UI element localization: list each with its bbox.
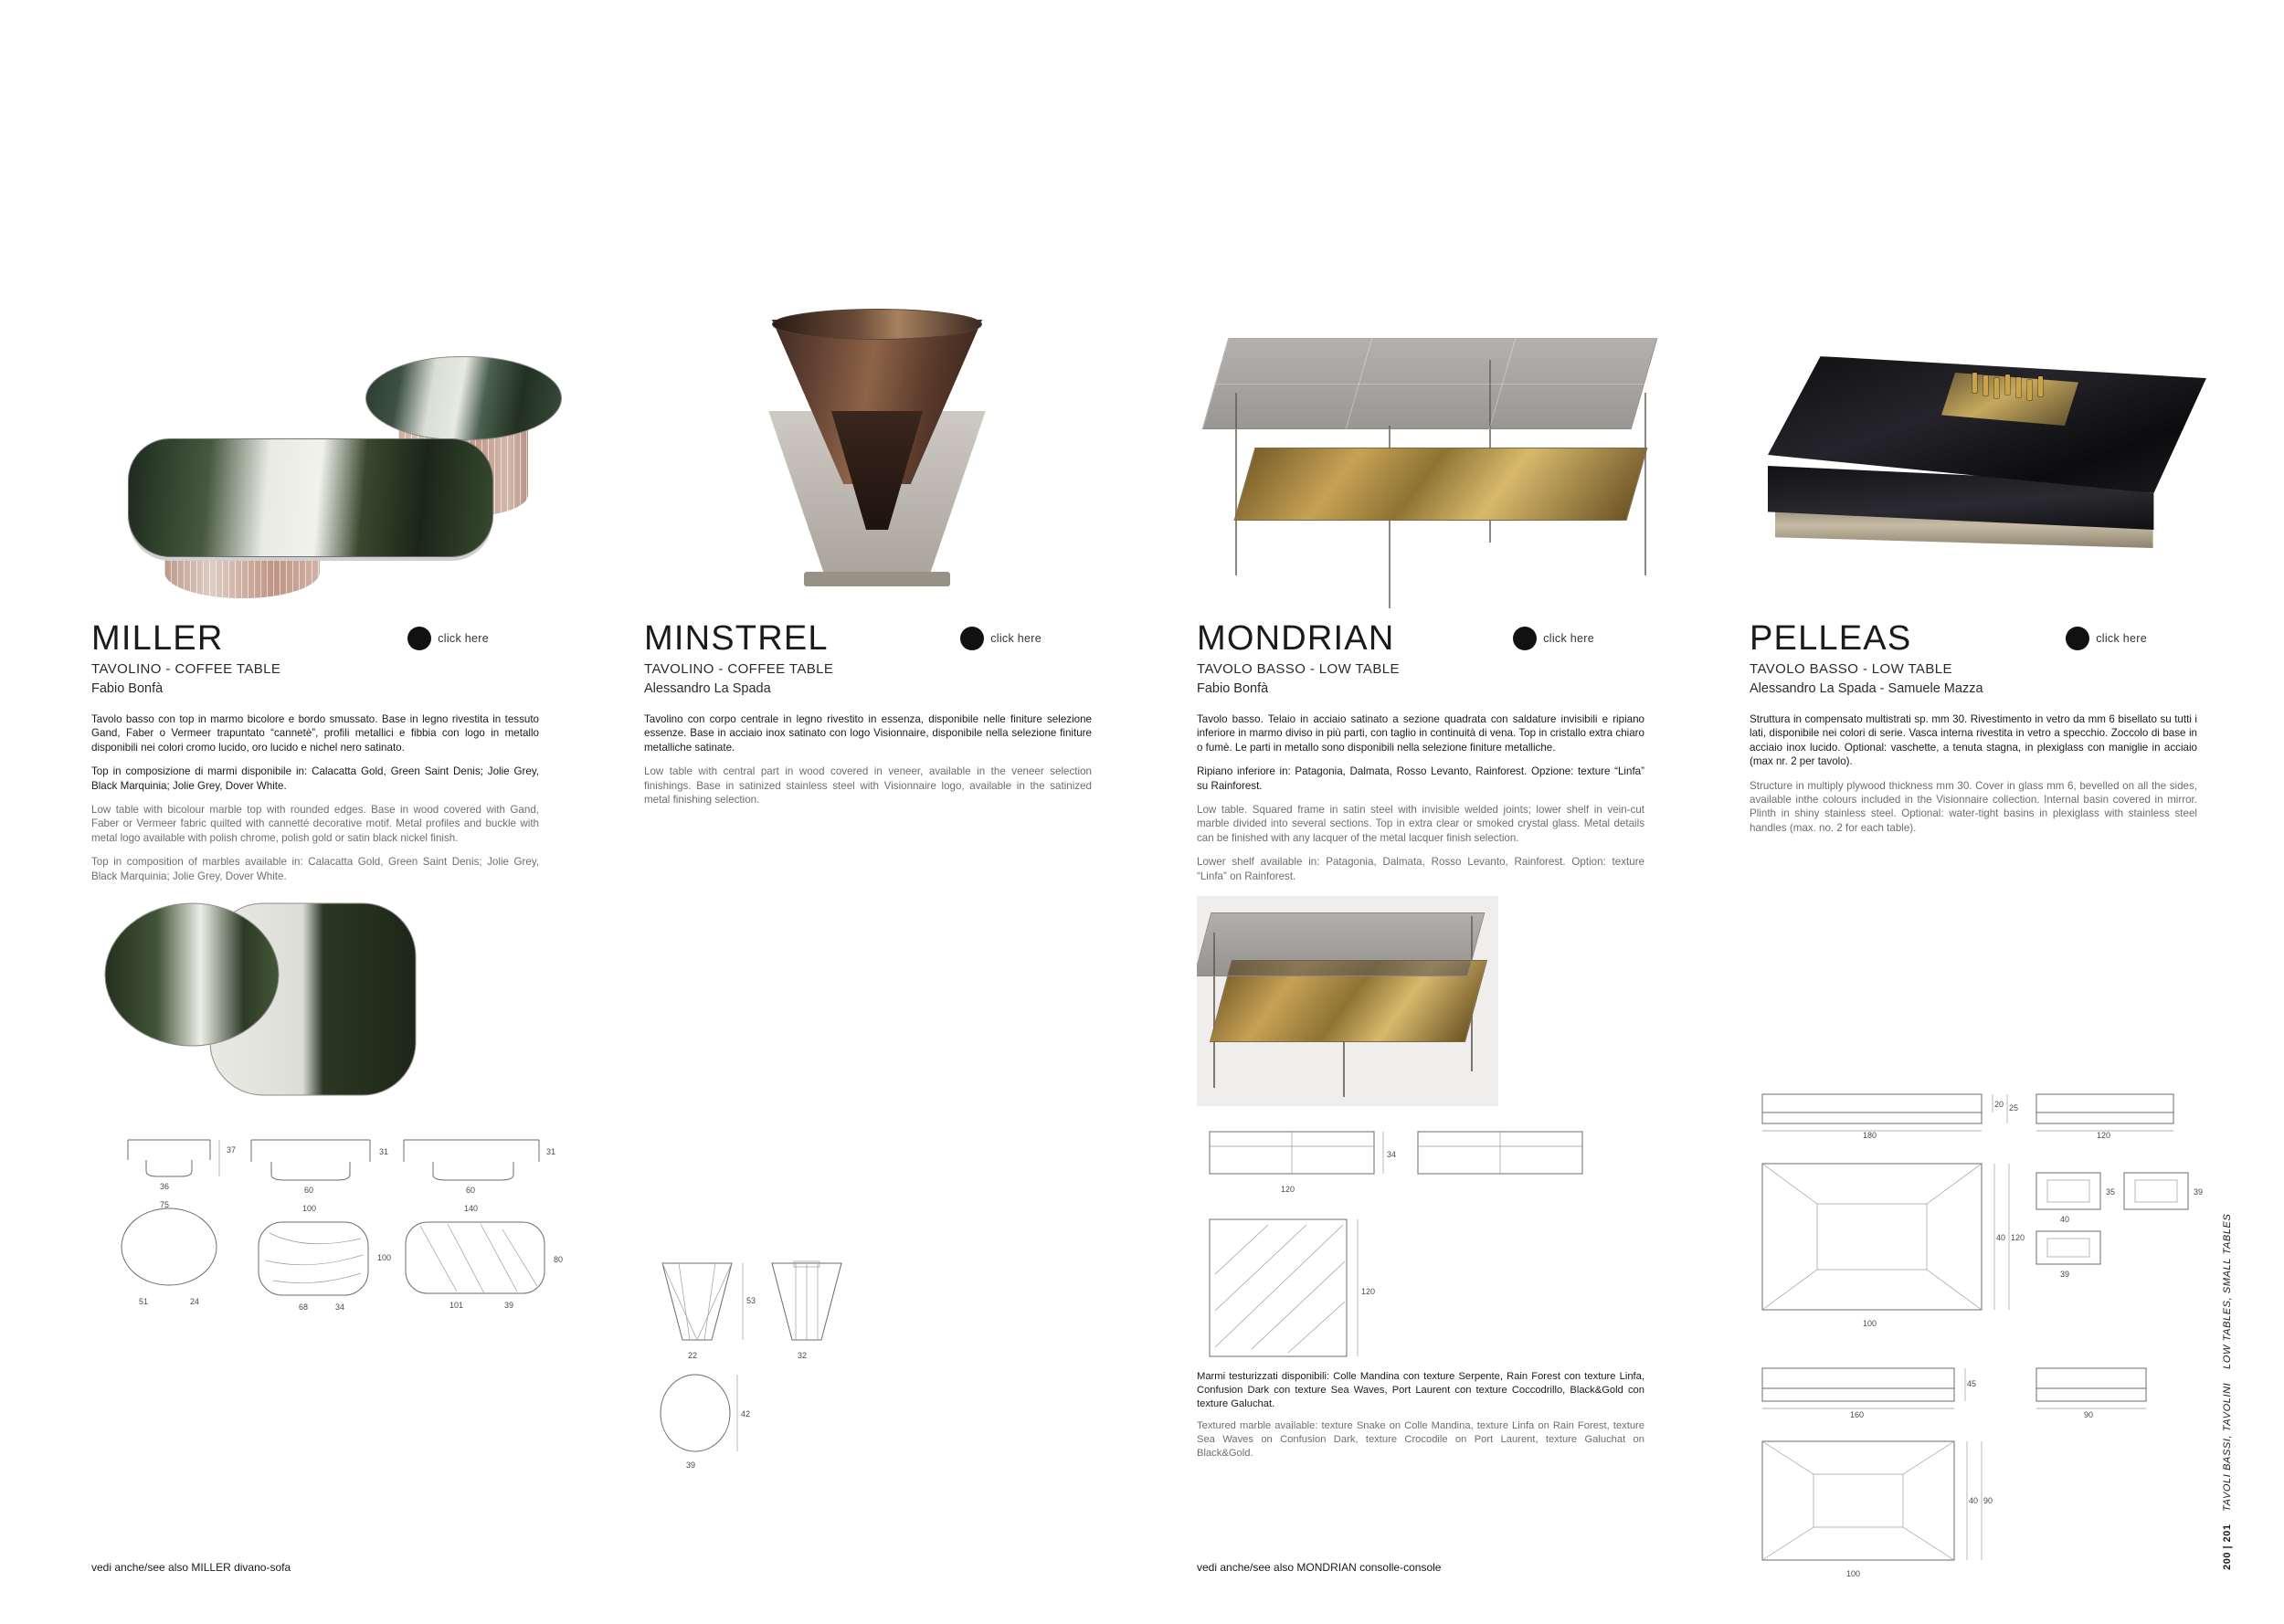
circle-icon	[2066, 627, 2089, 650]
product-column-pelleas	[1695, 37, 2247, 1598]
product-photo-minstrel	[644, 37, 1092, 621]
description-paragraph: Low table with central part in wood covered in veneer, available in the veneer selection finishings. Base in satinized stainless steel with Visionnaire logo, available in the satinized metal finishing selection.	[644, 765, 1092, 807]
product-designer: Alessandro La Spada	[644, 681, 771, 696]
svg-text:40: 40	[1969, 1496, 1979, 1506]
mondrian-table-illustration	[1197, 320, 1644, 603]
click-here-label: click here	[438, 632, 489, 645]
minstrel-technical-drawings	[644, 1245, 1092, 1478]
svg-text:32: 32	[798, 1351, 808, 1361]
click-here-link-miller[interactable]	[407, 627, 489, 650]
svg-text:80: 80	[554, 1255, 564, 1265]
svg-text:60: 60	[304, 1186, 314, 1196]
svg-text:35: 35	[2106, 1187, 2116, 1197]
product-column-minstrel	[589, 37, 1142, 1598]
description-paragraph: Lower shelf available in: Patagonia, Dalmata, Rosso Levanto, Rainforest. Option: texture “Linfa” on Rainforest.	[1197, 856, 1644, 882]
svg-text:31: 31	[379, 1147, 389, 1157]
svg-text:120: 120	[1361, 1287, 1376, 1297]
svg-text:39: 39	[2060, 1270, 2070, 1280]
pelleas-technical-drawings	[1750, 1081, 2204, 1598]
click-here-label: click here	[990, 632, 1042, 645]
product-category: TAVOLO BASSO - LOW TABLE	[1197, 661, 1400, 677]
circle-icon	[960, 627, 984, 650]
svg-text:39: 39	[504, 1301, 514, 1311]
product-designer: Fabio Bonfà	[1197, 681, 1269, 696]
mondrian-technical-drawings	[1197, 1119, 1644, 1370]
svg-text:20: 20	[1994, 1100, 2004, 1110]
description-paragraph: Top in composition of marbles available in: Calacatta Gold, Green Saint Denis; Jolie Grey, Black Marquinia; Jolie Grey, Dover White.	[91, 856, 539, 882]
minstrel-table-illustration	[644, 301, 1092, 603]
product-designer: Alessandro La Spada - Samuele Mazza	[1750, 681, 1983, 696]
svg-text:120: 120	[2097, 1131, 2111, 1141]
product-category: TAVOLINO - COFFEE TABLE	[91, 661, 281, 677]
product-header-pelleas	[1750, 621, 2197, 696]
svg-text:101: 101	[449, 1301, 464, 1311]
svg-text:68: 68	[299, 1302, 309, 1313]
see-also-note: vedi anche/see also MILLER divano-sofa	[91, 1561, 291, 1575]
svg-text:39: 39	[686, 1461, 696, 1471]
pelleas-bottles	[1972, 369, 2059, 400]
svg-text:37: 37	[227, 1145, 237, 1155]
svg-text:120: 120	[1281, 1185, 1295, 1195]
description-paragraph: Tavolino con corpo centrale in legno rivestito in essenza, disponibile nelle finiture selezione essenze. Base in acciaio inox satinato con logo Visionnaire, disponibile nella selezione finiture metalliche satinate.	[644, 713, 1092, 754]
page-spine	[2222, 1214, 2233, 1570]
svg-text:53: 53	[746, 1296, 756, 1306]
marble-note: Marmi testurizzati disponibili: Colle Mandina con texture Serpente, Rain Forest con texture Linfa, Confusion Dark con texture Sea Waves, Port Laurent con texture Coccodrillo, Black&Gold con texture Galuchat.	[1197, 1371, 1644, 1409]
product-designer: Fabio Bonfà	[91, 681, 164, 696]
description-paragraph: Struttura in compensato multistrati sp. mm 30. Rivestimento in vetro da mm 6 bisellato su tutti i lati, disponibile nei colori di serie. Vasca interna rivestita in vetro a specchio. Zoccolo di base in acciaio inox lucido. Optional: vaschette, a tenuta stagna, in plexiglass con maniglie in acciaio (max nr. 2 per tavolo).	[1750, 713, 2197, 768]
product-header-mondrian	[1197, 621, 1644, 696]
svg-text:45: 45	[1967, 1379, 1977, 1389]
click-here-label: click here	[1543, 632, 1594, 645]
svg-text:42: 42	[741, 1409, 751, 1419]
svg-text:22: 22	[688, 1351, 698, 1361]
product-photo-miller	[91, 37, 539, 621]
description-paragraph: Top in composizione di marmi disponibile in: Calacatta Gold, Green Saint Denis; Jolie Grey, Black Marquinia; Jolie Grey, Dover White.	[91, 765, 539, 792]
svg-text:100: 100	[302, 1204, 317, 1214]
svg-text:120: 120	[2011, 1233, 2025, 1243]
circle-icon	[407, 627, 431, 650]
svg-text:75: 75	[160, 1200, 170, 1210]
svg-text:180: 180	[1863, 1131, 1877, 1141]
svg-text:100: 100	[1846, 1569, 1861, 1579]
mondrian-marble-shelf	[1234, 448, 1648, 521]
product-column-mondrian	[1142, 37, 1695, 1598]
section-label-en: LOW TABLES, SMALL TABLES	[2222, 1214, 2233, 1370]
page-title: MINSTREL	[644, 619, 829, 658]
svg-text:31: 31	[546, 1147, 556, 1157]
circle-icon	[1513, 627, 1537, 650]
svg-text:24: 24	[190, 1297, 200, 1307]
svg-text:100: 100	[1863, 1319, 1877, 1329]
click-here-label: click here	[2096, 632, 2147, 645]
miller-technical-drawings	[91, 1123, 564, 1320]
svg-text:40: 40	[1996, 1233, 2006, 1243]
page-title: PELLEAS	[1750, 619, 1912, 658]
see-also-note: vedi anche/see also MONDRIAN consolle-console	[1197, 1561, 1442, 1575]
svg-text:34: 34	[335, 1302, 345, 1313]
product-category: TAVOLINO - COFFEE TABLE	[644, 661, 834, 677]
description-paragraph: Ripiano inferiore in: Patagonia, Dalmata, Rosso Levanto, Rainforest. Opzione: texture “Linfa” su Rainforest.	[1197, 765, 1644, 792]
product-header-miller	[91, 621, 539, 696]
product-category: TAVOLO BASSO - LOW TABLE	[1750, 661, 1952, 677]
svg-text:90: 90	[1983, 1496, 1993, 1506]
miller-table-illustration	[91, 301, 539, 603]
svg-text:51: 51	[139, 1297, 149, 1307]
mondrian-frame-grid	[1202, 338, 1658, 429]
miller-large-top	[128, 438, 493, 557]
description-paragraph: Tavolo basso con top in marmo bicolore e bordo smussato. Base in legno rivestita in tessuto Gand, Faber o Vermeer trapuntato “cannetè”, profili metallici e fibbia con logo in metallo disponibili nei colori cromo lucido, oro lucido e nichel nero satinato.	[91, 713, 539, 754]
svg-text:39: 39	[2194, 1187, 2204, 1197]
svg-text:25: 25	[2009, 1103, 2019, 1113]
svg-text:60: 60	[466, 1186, 476, 1196]
section-label-it: TAVOLI BASSI, TAVOLINI	[2222, 1382, 2233, 1512]
svg-text:34: 34	[1387, 1150, 1397, 1160]
miller-marble-detail-photo	[91, 896, 539, 1111]
svg-text:160: 160	[1850, 1410, 1865, 1420]
pelleas-table-illustration	[1750, 329, 2197, 603]
description-paragraph: Low table with bicolour marble top with rounded edges. Base in wood covered with Gand, Faber or Vermeer fabric quilted with cannetté decorative motif. Metal profiles and buckle with metal logo available with polish chrome, polish gold or satin black nickel finish.	[91, 804, 539, 844]
page-title: MILLER	[91, 619, 224, 658]
miller-marble-sample	[91, 896, 566, 1106]
click-here-link-minstrel[interactable]	[960, 627, 1042, 650]
product-photo-mondrian	[1197, 37, 1644, 621]
svg-text:140: 140	[464, 1204, 479, 1214]
minstrel-foot	[804, 572, 950, 586]
page-title: MONDRIAN	[1197, 619, 1395, 658]
description-paragraph: Structure in multiply plywood thickness mm 30. Cover in glass mm 6, bevelled on all the sides, available inthe colours included in the Visionnaire collection. Internal basin covered in mirror. Plinth in shiny stainless steel. Optional: water-tight basins in plexiglass with stainless steel handles (max. no. 2 for each table).	[1750, 779, 2197, 834]
click-here-link-pelleas[interactable]	[2066, 627, 2147, 650]
click-here-link-mondrian[interactable]	[1513, 627, 1594, 650]
product-header-minstrel	[644, 621, 1092, 696]
minstrel-cone-top	[772, 309, 982, 340]
svg-text:90: 90	[2084, 1410, 2094, 1420]
svg-text:100: 100	[377, 1253, 392, 1263]
page-number: 200 | 201	[2222, 1524, 2233, 1571]
description-paragraph: Tavolo basso. Telaio in acciaio satinato a sezione quadrata con saldature invisibili e ripiano inferiore in marmo diviso in più parti, con taglio in continuità di vena. Top in cristallo extra chiaro o fumè. Le parti in metallo sono disponibili nella selezione finiture metalliche.	[1197, 713, 1644, 754]
marble-note: Textured marble available: texture Snake on Colle Mandina, texture Linfa on Rain Forest, texture Sea Waves on Confusion Dark, texture Crocodile on Port Laurent, texture Galuchat on Black&Gold.	[1197, 1420, 1644, 1459]
product-photo-pelleas	[1750, 37, 2197, 621]
product-columns	[37, 0, 2247, 1598]
miller-round-top	[365, 356, 562, 440]
description-paragraph: Low table. Squared frame in satin steel with invisible welded joints; lower shelf in vein-cut marble divided into several sections. Top in extra clear or smoked crystal glass. Metal details can be finished with any lacquer of the metal lacquer finish selection.	[1197, 804, 1644, 844]
product-column-miller	[37, 37, 589, 1598]
mondrian-detail-photo	[1197, 896, 1498, 1106]
svg-text:36: 36	[160, 1182, 170, 1192]
svg-text:40: 40	[2060, 1215, 2070, 1225]
